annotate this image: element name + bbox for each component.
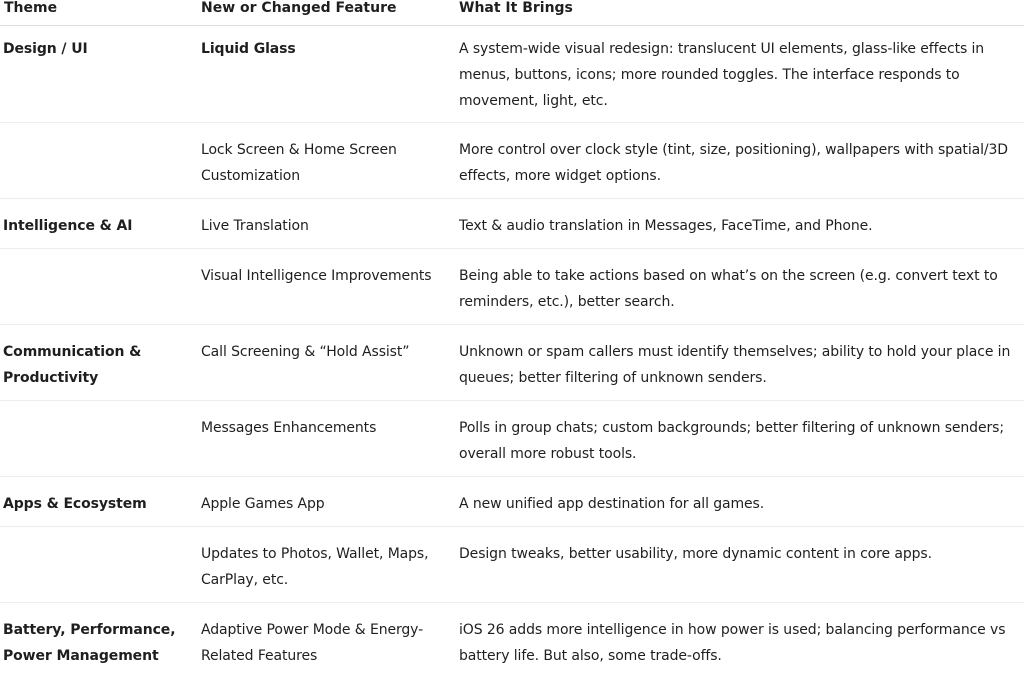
theme-cell: Design / UI [0,26,197,123]
feature-cell: Updates to Photos, Wallet, Maps, CarPlay, etc. [197,527,455,603]
theme-cell [0,401,197,477]
theme-cell: Intelligence & AI [0,199,197,249]
header-theme: Theme [0,0,197,26]
header-feature: New or Changed Feature [197,0,455,26]
brings-cell: iOS 26 adds more intelligence in how power is used; balancing performance vs battery life. But also, some trade-offs. [455,603,1024,678]
theme-cell [0,527,197,603]
feature-cell: Lock Screen & Home Screen Customization [197,123,455,199]
brings-cell: A system-wide visual redesign: translucent UI elements, glass-like effects in menus, buttons, icons; more rounded toggles. The interface responds to movement, light, etc. [455,26,1024,123]
feature-cell: Visual Intelligence Improvements [197,249,455,325]
feature-cell: Messages Enhancements [197,401,455,477]
feature-cell: Adaptive Power Mode & Energy-Related Features [197,603,455,678]
brings-cell: Polls in group chats; custom backgrounds; better filtering of unknown senders; overall more robust tools. [455,401,1024,477]
table-row [0,603,1024,678]
feature-cell: Call Screening & “Hold Assist” [197,325,455,401]
brings-cell: More control over clock style (tint, size, positioning), wallpapers with spatial/3D effects, more widget options. [455,123,1024,199]
brings-cell: Design tweaks, better usability, more dynamic content in core apps. [455,527,1024,603]
theme-cell: Communication & Productivity [0,325,197,401]
theme-cell [0,249,197,325]
table-row [0,477,1024,527]
feature-cell: Apple Games App [197,477,455,527]
table-row [0,249,1024,325]
table-row [0,527,1024,603]
brings-cell: Being able to take actions based on what’s on the screen (e.g. convert text to reminders, etc.), better search. [455,249,1024,325]
header-row [0,0,1024,26]
brings-cell: Unknown or spam callers must identify themselves; ability to hold your place in queues; better filtering of unknown senders. [455,325,1024,401]
feature-cell: Liquid Glass [197,26,455,123]
theme-cell: Apps & Ecosystem [0,477,197,527]
table-row [0,123,1024,199]
table-row [0,401,1024,477]
table-row [0,325,1024,401]
theme-cell: Battery, Performance, Power Management [0,603,197,678]
brings-cell: Text & audio translation in Messages, FaceTime, and Phone. [455,199,1024,249]
theme-cell [0,123,197,199]
header-what-it-brings: What It Brings [455,0,1024,26]
feature-cell: Live Translation [197,199,455,249]
table-body [0,26,1024,678]
table-row [0,199,1024,249]
table-row [0,26,1024,123]
table-header [0,0,1024,26]
brings-cell: A new unified app destination for all games. [455,477,1024,527]
